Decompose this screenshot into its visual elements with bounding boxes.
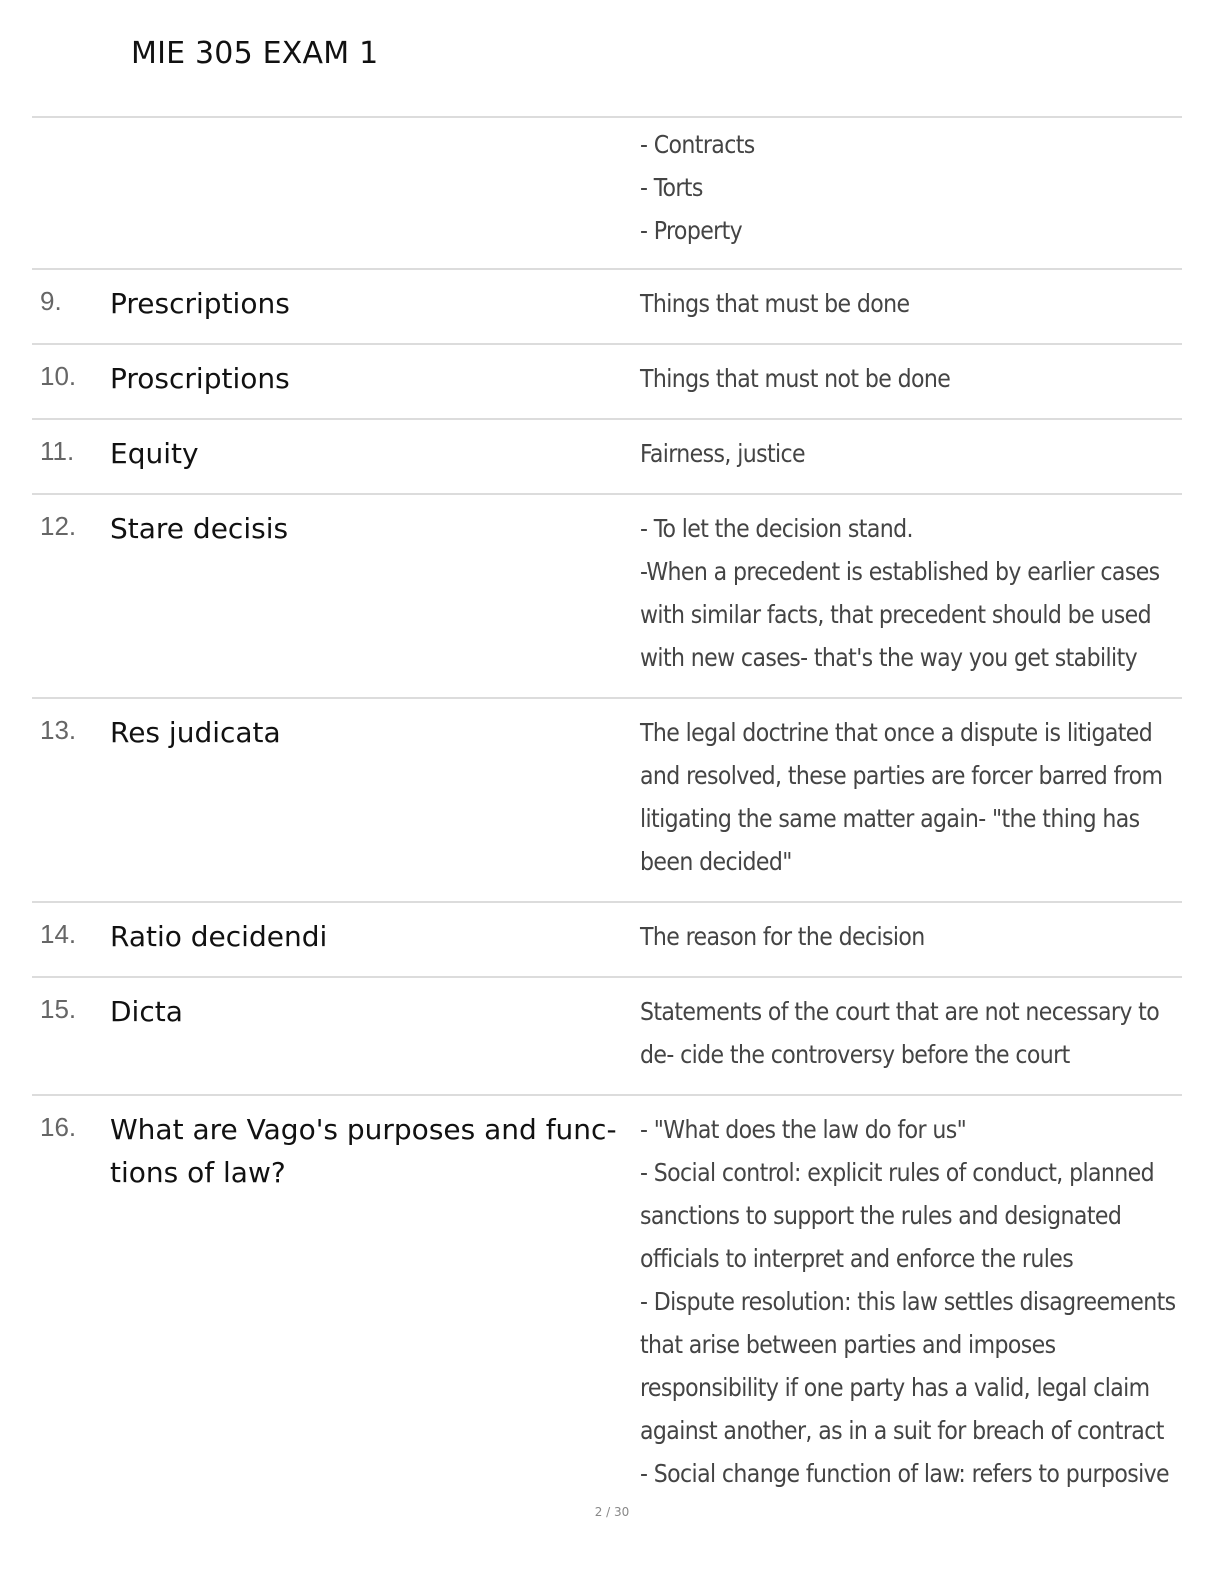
card-definition: - To let the decision stand. -When a precedent is established by earlier cases with similar facts, that precedent should be used with new cases- that's the way you get stability — [640, 514, 1160, 672]
card-term: Proscriptions — [110, 362, 290, 395]
flashcard-row — [32, 116, 1182, 268]
flashcard-row — [32, 343, 1182, 418]
card-number: 11. — [40, 436, 75, 466]
card-term: Prescriptions — [110, 287, 290, 320]
card-definition: - "What does the law do for us" - Social control: explicit rules of conduct, planned sanctions to support the rules and designated officials to interpret and enforce the rules - Dispute resolution: this law settles disagreements that arise between parties and imposes responsibility if one party has a valid, legal claim against another, as in a suit for breach of contract - Social change function of law: refers to purposive — [640, 1115, 1176, 1488]
card-definition: Things that must not be done — [640, 364, 951, 393]
card-term: Ratio decidendi — [110, 920, 328, 953]
card-definition: The reason for the decision — [640, 922, 925, 951]
card-number: 14. — [40, 919, 77, 949]
flashcard-list — [32, 116, 1182, 1496]
card-number: 10. — [40, 361, 77, 391]
card-term: Stare decisis — [110, 512, 289, 545]
page-title: MIE 305 EXAM 1 — [131, 36, 379, 71]
card-number: 9. — [40, 286, 62, 316]
card-definition: Statements of the court that are not necessary to de- cide the controversy before the court — [640, 997, 1160, 1069]
page-number: 2 / 30 — [594, 1505, 630, 1519]
flashcard-row — [32, 697, 1182, 901]
flashcard-row — [32, 1094, 1182, 1496]
card-number: 12. — [40, 511, 77, 541]
card-term: Res judicata — [110, 716, 281, 749]
flashcard-row — [32, 976, 1182, 1094]
card-definition: Things that must be done — [640, 289, 910, 318]
card-term: Dicta — [110, 995, 183, 1028]
flashcard-row — [32, 901, 1182, 976]
card-definition: - Contracts - Torts - Property — [640, 130, 755, 245]
card-term: What are Vago's purposes and func- tions of law? — [110, 1113, 617, 1189]
card-number: 15. — [40, 994, 77, 1024]
card-term: Equity — [110, 437, 199, 470]
card-definition: The legal doctrine that once a dispute is litigated and resolved, these parties are forcer barred from litigating the same matter again- "the thing has been decided" — [640, 718, 1163, 876]
card-number: 13. — [40, 715, 77, 745]
card-definition: Fairness, justice — [640, 439, 806, 468]
flashcard-row — [32, 493, 1182, 697]
flashcard-row — [32, 418, 1182, 493]
card-number: 16. — [40, 1112, 77, 1142]
flashcard-row — [32, 268, 1182, 343]
